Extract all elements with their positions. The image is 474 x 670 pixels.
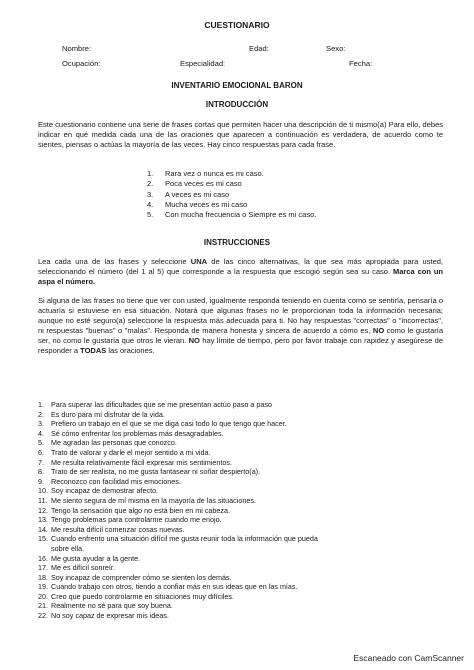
list-item: 5. Me agradan las personas que conozco. <box>38 438 177 448</box>
list-item: 11. Me siento segura de mí misma en la mayoría de las situaciones. <box>38 495 256 505</box>
list-item: 10. Soy incapaz de demostrar afecto. <box>38 486 159 496</box>
list-item: 21. Realmente no sé para que soy buena. <box>38 601 173 611</box>
scale-item: 5. Con mucha frecuencia o Siempre es mi caso. <box>147 210 317 220</box>
list-item: 14. Me resulta difícil comenzar cosas nuevas. <box>38 524 185 534</box>
page-title: CUESTIONARIO <box>204 20 270 30</box>
list-item: 1. Para superar las dificultades que se me presentan actúo paso a paso <box>38 400 272 409</box>
especialidad-label: Especialidad: <box>180 59 226 68</box>
list-item: 18. Soy incapaz de comprender cómo se sienten los demás. <box>38 572 232 582</box>
list-item: 7. Me resulta relativamente fácil expresar mis sentimientos. <box>38 457 232 467</box>
list-item: 6. Trato de valorar y darle el mejor sentido a mi vida. <box>38 447 211 457</box>
instructions-paragraph-1: Lea cada una de las frases y seleccione UNA de las cinco alternativas, la que sea más apropiada para usted, seleccionando el número (del 1 al 5) que corresponde a la respuesta que escogió según sea su caso. Marca con un aspa el número. <box>38 257 443 286</box>
scale-item: 1. Rara vez o nunca es mi caso. <box>147 169 264 178</box>
introduction-heading: INTRODUCCIÓN <box>205 100 269 109</box>
questionnaire-items <box>38 400 443 621</box>
introduction-text: Este cuestionario contiene una serie de frases cortas que permiten hacer una descripción de ti mismo(a) Para ello, debes indicar en qué medida cada una de las oraciones que aparecen a continuación es verdadera, de acuerdo como te sientes, piensas o actúas la mayoría de las veces. Hay cinco respuestas para cada frase. <box>38 120 443 149</box>
scale-item: 4. Mucha veces es mi caso <box>147 199 248 209</box>
list-item: 4. Sé cómo enfrentar los problemas más desagradables. <box>38 428 224 438</box>
scale-item: 3. A veces es mi caso <box>147 189 230 199</box>
response-scale-list <box>147 169 316 220</box>
sexo-label: Sexo: <box>326 44 346 53</box>
list-item: 8. Trato de ser realista, no me gusta fantasear ni soñar despierto(a). <box>38 467 261 477</box>
scale-item: 2. Poca veces es mi caso <box>147 179 242 189</box>
ocupacion-label: Ocupación: <box>62 59 101 68</box>
list-item: 17. Me es difícil sonreír. <box>38 563 115 573</box>
list-item: 22. No soy capaz de expresar mis ideas. <box>38 611 169 621</box>
list-item: 19. Cuando trabajo con otros, tiendo a confiar más en sus ideas que en las mías. <box>38 582 298 592</box>
instructions-heading: INSTRUCCIONES <box>203 238 271 247</box>
edad-label: Edad: <box>249 44 269 53</box>
fecha-label: Fecha: <box>349 59 373 68</box>
list-item: 13. Tengo problemas para controlarme cuando me enojo. <box>38 515 222 525</box>
scanner-watermark: Escaneado con CamScanner <box>353 653 464 663</box>
nombre-label: Nombre: <box>62 44 92 53</box>
list-item: 12. Tengo la sensación que algo no está bien en mi cabeza. <box>38 505 231 515</box>
list-item: 16. Me gusta ayudar a la gente. <box>38 553 141 563</box>
list-item: 3. Prefiero un trabajo en el que se me diga casi todo lo que tengo que hacer. <box>38 419 287 429</box>
instructions-paragraph-2: Si alguna de las frases no tiene que ver con usted, igualmente responda teniendo en cuenta como se sentiría, pensaría o actuaría si estuviese en esa situación. Notará que algunas frases no le proporcionan toda la información necesaria; aunque no esté seguro(a) seleccione la respuesta más adecuada para ti. No hay respuestas "correctas" o "incorrectas", ni respuestas "buenas" o "malas". Responda de manera honesta y sincera de acuerdo a cómo es, NO como le gustaría ser, no como le gustaría que otros le vieran. NO hay límite de tiempo, pero por favor trabaje con rapidez y asegúrese de responder a TODAS las oraciones. <box>38 296 443 355</box>
list-item: 9. Reconozco con facilidad mis emociones. <box>38 476 181 486</box>
list-item: 15. Cuando enfrento una situación difícil me gusta reunir toda la información que pueda <box>38 534 318 544</box>
list-item: 20. Creo que puedo controlarme en situaciones muy difíciles. <box>38 591 234 601</box>
list-item-continuation: sobre ella. <box>51 543 85 553</box>
inventory-title: INVENTARIO EMOCIONAL BARON <box>171 81 303 90</box>
list-item: 2. Es duro para mí disfrutar de la vida. <box>38 409 165 419</box>
